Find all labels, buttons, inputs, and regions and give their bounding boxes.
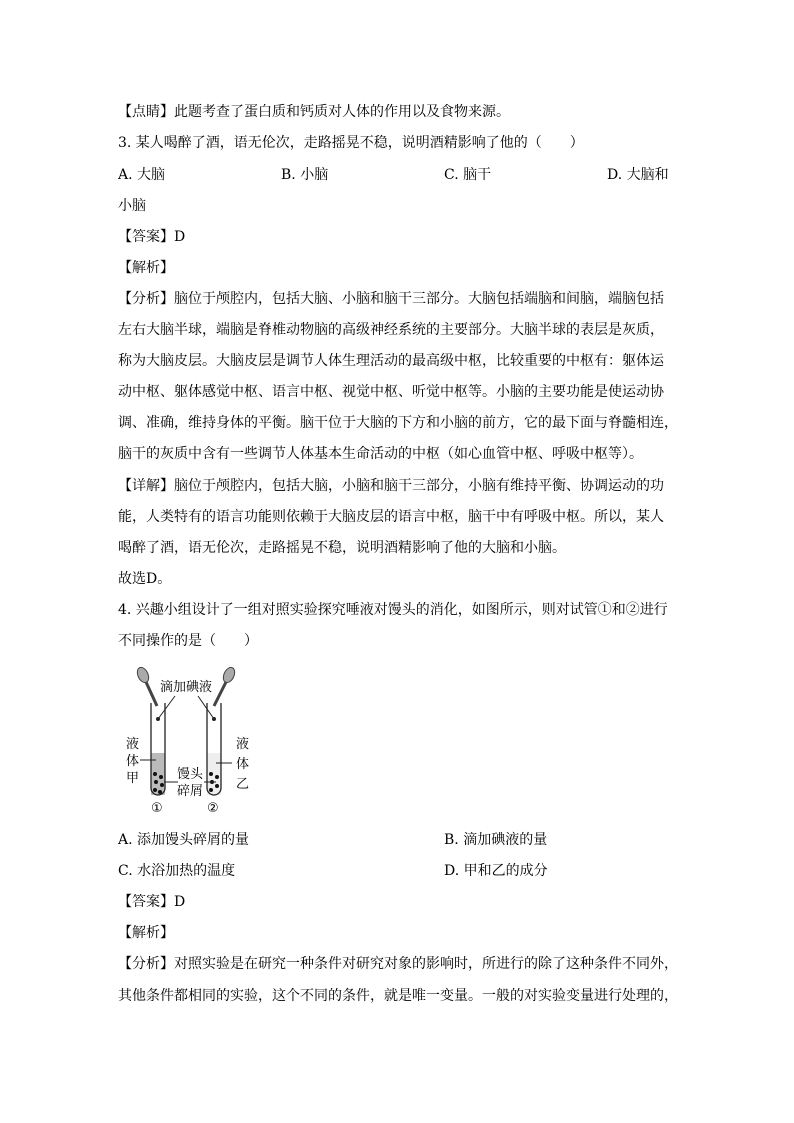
q3-jiexi-heading: 【解析】: [118, 260, 174, 276]
q3-analysis-line: 【分析】脑位于颅腔内，包括大脑、小脑和脑干三部分。大脑包括端脑和间脑，端脑包括: [118, 291, 664, 307]
q3-detail-line: 【详解】脑位于颅腔内，包括大脑，小脑和脑干三部分，小脑有维持平衡、协调运动的功: [118, 478, 664, 494]
q3-analysis-line: 左右大脑半球，端脑是脊椎动物脑的高级神经系统的主要部分。大脑半球的表层是灰质，: [118, 322, 664, 338]
q4-jiexi-heading: 【解析】: [118, 925, 174, 941]
q4-option-b: B. 滴加碘液的量: [444, 832, 548, 848]
label-crumbs: 碎屑: [177, 784, 204, 799]
test-tube-1: [151, 703, 165, 795]
q3-analysis-line: 调、准确，维持身体的平衡。脑干位于大脑的下方和小脑的前方，它的最下面与脊髓相连，: [118, 415, 678, 431]
q4-analysis-line: 其他条件都相同的实验，这个不同的条件，就是唯一变量。一般的对实验变量进行处理的，: [118, 988, 678, 1004]
q3-option-c: C. 脑干: [444, 167, 492, 183]
q3-option-d-wrap: 小脑: [118, 198, 146, 214]
q3-analysis-line: 动中枢、躯体感觉中枢、语言中枢、视觉中枢、听觉中枢等。小脑的主要功能是使运动协: [118, 384, 664, 400]
q3-conclusion: 故选D。: [118, 571, 172, 587]
q3-option-a: A. 大脑: [118, 167, 166, 183]
label-tube-1: ①: [151, 801, 163, 816]
q3-analysis-line: 脑干的灰质中含有一些调节人体基本生命活动的中枢（如心血管中枢、呼吸中枢等）。: [118, 446, 643, 462]
q3-detail-line: 喝醉了酒，语无伦次，走路摇晃不稳，说明酒精影响了他的大脑和小脑。: [118, 540, 566, 556]
dianjing-note: 【点睛】此题考查了蛋白质和钙质对人体的作用以及食物来源。: [118, 104, 510, 120]
q4-option-c: C. 水浴加热的温度: [118, 863, 236, 879]
question-3-stem: 3. 某人喝醉了酒，语无伦次，走路摇晃不稳，说明酒精影响了他的（ ）: [118, 135, 584, 151]
test-tube-figure: [110, 660, 270, 820]
q3-detail-line: 能，人类特有的语言功能则依赖于大脑皮层的语言中枢，脑干中有呼吸中枢。所以，某人: [118, 509, 664, 525]
label-liquid-b: 液: [236, 737, 250, 752]
q4-analysis-line: 【分析】对照实验是在研究一种条件对研究对象的影响时，所进行的除了这种条件不同外，: [118, 956, 678, 972]
label-tube-2: ②: [207, 801, 219, 816]
test-tube-2: [207, 703, 221, 795]
label-liquid-b: 体: [236, 757, 250, 772]
label-liquid-b: 乙: [236, 777, 250, 792]
dropper-icon: [214, 666, 237, 706]
question-4-stem: 4. 兴趣小组设计了一组对照实验探究唾液对馒头的消化，如图所示，则对试管①和②进行: [118, 602, 668, 618]
label-iodine: 滴加碘液: [160, 680, 213, 695]
label-liquid-a: 液: [126, 737, 140, 752]
question-4-stem-cont: 不同操作的是（ ）: [118, 633, 258, 649]
label-liquid-a: 甲: [126, 771, 140, 786]
q4-option-a: A. 添加馒头碎屑的量: [118, 832, 250, 848]
label-crumbs: 馒头: [177, 767, 204, 782]
q4-answer: 【答案】D: [118, 894, 186, 910]
label-liquid-a: 体: [126, 754, 140, 769]
dropper-icon: [135, 666, 157, 706]
q3-option-d: D. 大脑和: [607, 167, 669, 183]
q3-option-b: B. 小脑: [281, 167, 329, 183]
q4-option-d: D. 甲和乙的成分: [444, 863, 548, 879]
q3-answer: 【答案】D: [118, 229, 186, 245]
q3-analysis-line: 称为大脑皮层。大脑皮层是调节人体生理活动的最高级中枢，比较重要的中枢有：躯体运: [118, 353, 664, 369]
